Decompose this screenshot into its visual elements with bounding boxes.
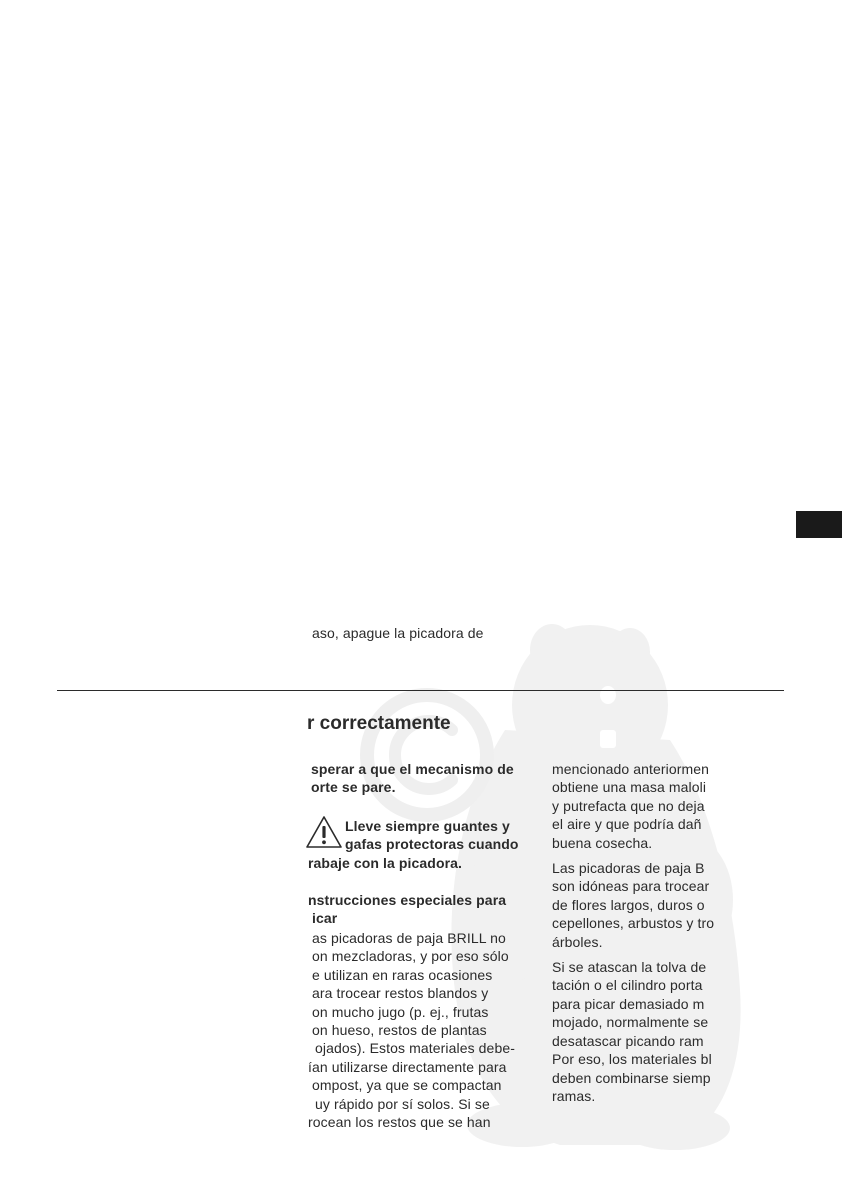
stop-note-line: orte se pare. — [311, 779, 396, 796]
stop-note-line: sperar a que el mecanismo de — [311, 761, 514, 777]
warning-line: rabaje con la picadora. — [308, 855, 463, 871]
right-line: ramas. — [552, 1087, 596, 1104]
special-title-line: nstrucciones especiales para — [308, 892, 507, 908]
right-line: cepellones, arbustos y tro — [552, 915, 715, 932]
section-tab-marker — [796, 511, 842, 538]
body-line: ompost, ya que se compactan — [312, 1077, 502, 1094]
right-line: mojado, normalmente se — [552, 1014, 709, 1031]
right-paragraph-2 — [552, 859, 714, 951]
body-line: ían utilizarse directamente para — [308, 1058, 507, 1075]
special-title-line: icar — [312, 910, 338, 927]
body-line: ojados). Estos materiales debe- — [315, 1040, 515, 1057]
body-line: ara trocear restos blandos y — [312, 985, 489, 1002]
warning-line: Lleve siempre guantes y — [345, 818, 510, 834]
right-line: tación o el cilindro porta — [552, 977, 703, 994]
right-line: de flores largos, duros o — [552, 896, 705, 913]
top-text-fragment: aso, apague la picadora de — [312, 625, 484, 641]
body-line: e utilizan en raras ocasiones — [312, 966, 493, 983]
section-divider — [57, 690, 784, 691]
right-line: son idóneas para trocear — [552, 878, 710, 895]
special-instructions-title — [308, 891, 506, 928]
right-column — [552, 760, 714, 1105]
right-paragraph-1 — [552, 760, 714, 852]
warning-line: gafas protectoras cuando — [345, 836, 519, 853]
special-instructions-body — [308, 929, 515, 1131]
body-line: rocean los restos que se han — [308, 1114, 491, 1131]
right-line: y putrefacta que no deja — [552, 797, 705, 814]
right-line: desatascar picando ram — [552, 1032, 704, 1049]
right-line: árboles. — [552, 933, 603, 950]
body-line: on mezcladoras, y por eso sólo — [312, 948, 509, 965]
right-line: buena cosecha. — [552, 834, 653, 851]
right-line: obtiene una masa maloli — [552, 779, 707, 796]
right-paragraph-3 — [552, 958, 714, 1105]
safety-warning — [345, 817, 519, 854]
right-line: para picar demasiado m — [552, 995, 705, 1012]
section-heading: r correctamente — [307, 713, 451, 734]
right-line: Por eso, los materiales bl — [552, 1051, 712, 1068]
right-line: Las picadoras de paja B — [552, 860, 705, 877]
body-line: as picadoras de paja BRILL no — [312, 930, 506, 946]
right-line: deben combinarse siemp — [552, 1069, 711, 1086]
body-line: on hueso, restos de plantas — [312, 1022, 487, 1039]
body-line: on mucho jugo (p. ej., frutas — [312, 1003, 489, 1020]
warning-triangle-icon — [305, 815, 343, 849]
right-line: mencionado anteriormen — [552, 761, 710, 777]
right-line: Si se atascan la tolva de — [552, 959, 707, 976]
right-line: el aire y que podría dañ — [552, 816, 702, 833]
body-line: uy rápido por sí solos. Si se — [315, 1095, 490, 1112]
stop-mechanism-note — [311, 760, 514, 797]
